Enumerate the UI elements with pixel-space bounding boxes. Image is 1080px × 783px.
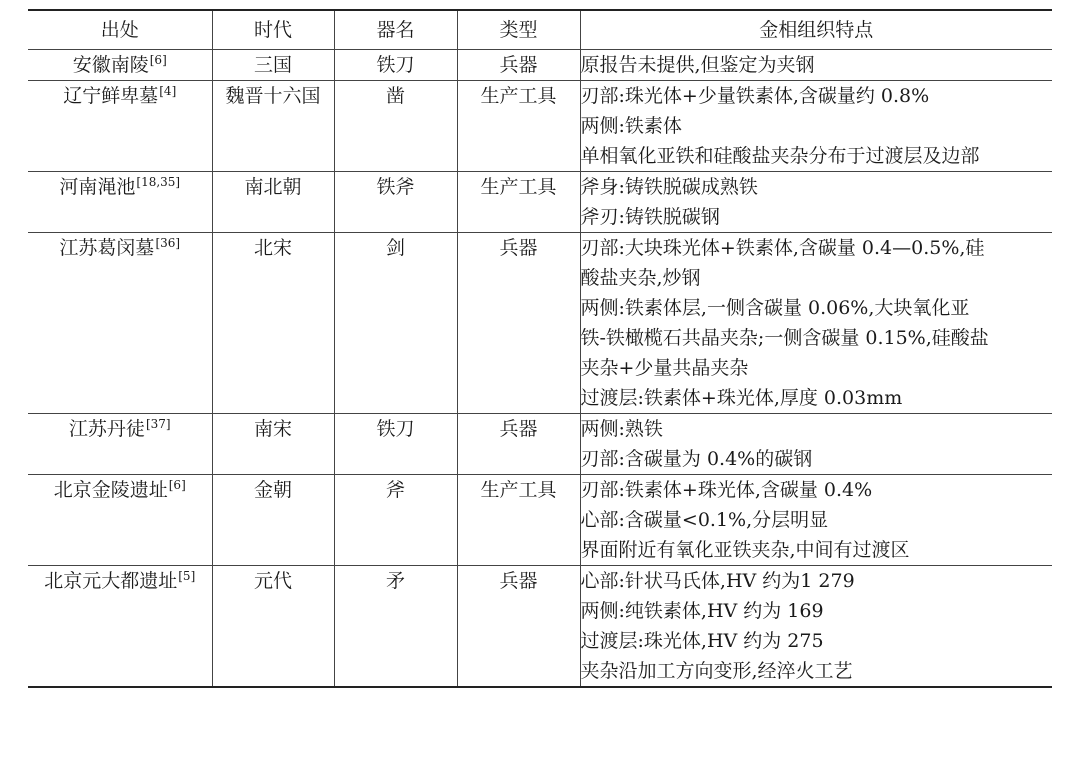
citation-ref: [6]	[149, 53, 167, 67]
feature-line: 单相氧化亚铁和硅酸盐夹杂分布于过渡层及边部	[580, 145, 980, 167]
cell-type: 兵器	[457, 233, 580, 414]
cell-era: 南北朝	[212, 172, 334, 233]
table-body	[28, 50, 1052, 688]
header-era: 时代	[212, 10, 334, 50]
cell-source	[28, 566, 212, 688]
cell-artifact: 铁刀	[334, 50, 457, 81]
feature-line: 斧身:铸铁脱碳成熟铁	[580, 176, 758, 198]
cell-features	[580, 50, 1052, 81]
cell-features	[580, 566, 1052, 688]
cell-type: 生产工具	[457, 172, 580, 233]
cell-artifact: 斧	[334, 475, 457, 566]
source-name: 北京金陵遗址	[53, 479, 168, 501]
feature-line: 刃部:含碳量为 0.4%的碳钢	[580, 448, 813, 470]
source-name: 河南渑池	[59, 176, 136, 198]
cell-era: 南宋	[212, 414, 334, 475]
cell-features	[580, 233, 1052, 414]
table-row	[28, 172, 1052, 233]
feature-line: 刃部:珠光体+少量铁素体,含碳量约 0.8%	[580, 85, 930, 107]
feature-line: 界面附近有氧化亚铁夹杂,中间有过渡区	[580, 539, 910, 561]
feature-line: 过渡层:铁素体+珠光体,厚度 0.03mm	[580, 387, 903, 409]
feature-line: 铁-铁橄榄石共晶夹杂;一侧含碳量 0.15%,硅酸盐	[580, 327, 989, 349]
feature-line: 原报告未提供,但鉴定为夹钢	[580, 54, 815, 76]
cell-type: 生产工具	[457, 475, 580, 566]
feature-line: 刃部:铁素体+珠光体,含碳量 0.4%	[580, 479, 873, 501]
cell-source	[28, 475, 212, 566]
cell-era: 三国	[212, 50, 334, 81]
source-name: 北京元大都遗址	[44, 570, 178, 592]
feature-line: 两侧:铁素体层,一侧含碳量 0.06%,大块氧化亚	[580, 297, 970, 319]
table-row	[28, 475, 1052, 566]
cell-artifact: 铁斧	[334, 172, 457, 233]
feature-line: 刃部:大块珠光体+铁素体,含碳量 0.4—0.5%,硅	[580, 237, 985, 259]
citation-ref: [18,35]	[136, 175, 181, 189]
cell-type: 生产工具	[457, 81, 580, 172]
cell-era: 北宋	[212, 233, 334, 414]
feature-line: 夹杂沿加工方向变形,经淬火工艺	[580, 660, 853, 682]
citation-ref: [4]	[159, 84, 177, 98]
cell-artifact: 凿	[334, 81, 457, 172]
citation-ref: [6]	[168, 478, 186, 492]
feature-line: 两侧:纯铁素体,HV 约为 169	[580, 600, 824, 622]
feature-line: 两侧:铁素体	[580, 115, 682, 137]
feature-line: 过渡层:珠光体,HV 约为 275	[580, 630, 824, 652]
source-name: 江苏葛闵墓	[59, 237, 155, 259]
citation-ref: [37]	[145, 417, 171, 431]
feature-line: 心部:针状马氏体,HV 约为1 279	[580, 570, 855, 592]
cell-source	[28, 172, 212, 233]
table-row	[28, 81, 1052, 172]
cell-type: 兵器	[457, 50, 580, 81]
cell-artifact: 铁刀	[334, 414, 457, 475]
table-row	[28, 233, 1052, 414]
cell-features	[580, 172, 1052, 233]
feature-line: 夹杂+少量共晶夹杂	[580, 357, 749, 379]
cell-type: 兵器	[457, 414, 580, 475]
feature-line: 两侧:熟铁	[580, 418, 663, 440]
citation-ref: [5]	[178, 569, 196, 583]
header-source: 出处	[28, 10, 212, 50]
feature-line: 酸盐夹杂,炒钢	[580, 267, 701, 289]
header-type: 类型	[457, 10, 580, 50]
feature-line: 心部:含碳量<0.1%,分层明显	[580, 509, 829, 531]
cell-source	[28, 233, 212, 414]
source-name: 辽宁鲜卑墓	[63, 85, 159, 107]
cell-source	[28, 81, 212, 172]
cell-features	[580, 414, 1052, 475]
table-header-row	[28, 10, 1052, 50]
citation-ref: [36]	[155, 236, 181, 250]
cell-source	[28, 50, 212, 81]
source-name: 江苏丹徒	[68, 418, 145, 440]
cell-era: 元代	[212, 566, 334, 688]
metallography-table	[28, 9, 1052, 688]
table-row	[28, 566, 1052, 688]
header-artifact: 器名	[334, 10, 457, 50]
cell-features	[580, 475, 1052, 566]
cell-era: 金朝	[212, 475, 334, 566]
cell-artifact: 矛	[334, 566, 457, 688]
cell-features	[580, 81, 1052, 172]
table-row	[28, 50, 1052, 81]
cell-artifact: 剑	[334, 233, 457, 414]
table-row	[28, 414, 1052, 475]
header-features: 金相组织特点	[759, 19, 874, 41]
cell-era: 魏晋十六国	[212, 81, 334, 172]
cell-type: 兵器	[457, 566, 580, 688]
source-name: 安徽南陵	[72, 54, 149, 76]
cell-source	[28, 414, 212, 475]
feature-line: 斧刃:铸铁脱碳钢	[580, 206, 720, 228]
